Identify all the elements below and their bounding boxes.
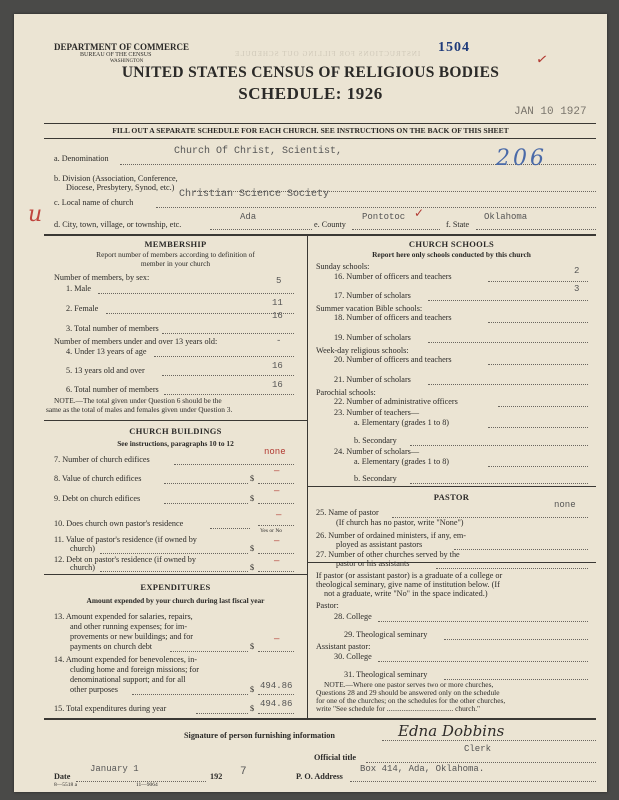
pastor-label: Pastor: xyxy=(316,601,339,610)
age-label: Number of members under and over 13 years old: xyxy=(54,337,218,346)
form-title: UNITED STATES CENSUS OF RELIGIOUS BODIES xyxy=(121,64,500,81)
membership-note: NOTE.—The total given under Question 6 should be the xyxy=(54,396,222,405)
q5-value[interactable]: 16 xyxy=(272,361,283,371)
serial-number: 1504 xyxy=(438,40,470,55)
date-label: Date xyxy=(54,772,71,781)
q25-note: (If church has no pastor, write "None") xyxy=(336,518,464,527)
q2-value[interactable]: 11 xyxy=(272,298,283,308)
q23-label: 23. Number of teachers— xyxy=(334,408,420,417)
q1-label: 1. Male xyxy=(66,284,92,293)
q8-value[interactable]: — xyxy=(274,466,280,476)
local-name-label: c. Local name of church xyxy=(54,198,134,207)
q8-label: 8. Value of church edifices xyxy=(54,474,142,483)
denomination-value[interactable]: Church Of Christ, Scientist, xyxy=(174,146,343,157)
rule xyxy=(44,234,596,236)
county-value[interactable]: Pontotoc xyxy=(362,212,406,222)
membership-intro-cont: member in your church xyxy=(140,259,211,268)
census-schedule-sheet xyxy=(14,14,607,792)
schools-subtitle: Report here only schools conducted by this church xyxy=(372,250,531,259)
q3-value[interactable]: 16 xyxy=(272,311,283,321)
signature-label: Signature of person furnishing information xyxy=(184,731,335,740)
q13-value[interactable]: — xyxy=(274,634,280,644)
q13-label-2: and other running expenses; for im- xyxy=(70,622,188,631)
state-label: f. State xyxy=(446,220,470,229)
pastor-note: NOTE.—Where one pastor serves two or more churches, xyxy=(324,680,494,689)
q17-value[interactable]: 3 xyxy=(574,284,580,294)
yes-no-hint: Yes or No xyxy=(260,528,283,534)
q19-label: 19. Number of scholars xyxy=(334,333,411,342)
q10-label: 10. Does church own pastor's residence xyxy=(54,519,184,528)
q2-label: 2. Female xyxy=(66,304,99,313)
city-label: WASHINGTON xyxy=(110,59,144,64)
q6-label: 6. Total number of members xyxy=(66,385,159,394)
buildings-title: CHURCH BUILDINGS xyxy=(129,426,222,436)
q22-label: 22. Number of administrative officers xyxy=(334,397,458,406)
q10-value[interactable]: — xyxy=(276,510,282,520)
buildings-subtitle: See instructions, paragraphs 10 to 12 xyxy=(117,439,234,448)
signature[interactable]: Edna Dobbins xyxy=(398,722,505,740)
graduate-instruction-3: not a graduate, write "No" in the space indicated.) xyxy=(324,589,488,598)
q27-label-cont: pastor or his assistants xyxy=(336,559,410,568)
graduate-instruction: If pastor (or assistant pastor) is a graduate of a college or xyxy=(316,571,503,580)
members-by-sex-label: Number of members, by sex: xyxy=(54,273,150,282)
q13-label-3: provements or new buildings; and for xyxy=(70,632,194,641)
q26-label-cont: ployed as assistant pastors xyxy=(336,540,423,549)
received-date-stamp: JAN 10 1927 xyxy=(514,106,587,118)
q12-dollar: $ xyxy=(250,563,255,572)
q4-value[interactable]: - xyxy=(276,336,282,346)
q15-value[interactable]: 494.86 xyxy=(260,699,293,709)
expenditures-subtitle: Amount expended by your church during last fiscal year xyxy=(86,596,265,605)
q11-label-cont: church) xyxy=(70,544,96,553)
bureau-label: BUREAU OF THE CENSUS xyxy=(80,52,152,58)
handwritten-code: 206 xyxy=(496,146,547,171)
summer-schools-label: Summer vacation Bible schools: xyxy=(316,304,423,313)
q18-label: 18. Number of officers and teachers xyxy=(334,313,452,322)
schools-title: CHURCH SCHOOLS xyxy=(408,239,495,249)
q24-elementary: a. Elementary (grades 1 to 8) xyxy=(354,457,450,466)
membership-intro: Report number of members according to definition of xyxy=(96,250,255,259)
rule xyxy=(44,123,596,124)
ghost-instructions-text: INSTRUCTIONS FOR FILLING OUT SCHEDULE xyxy=(234,50,421,58)
date-value[interactable]: January 1 xyxy=(90,764,139,774)
expenditures-title: EXPENDITURES xyxy=(140,582,211,592)
q14-value[interactable]: 494.86 xyxy=(260,681,293,691)
sunday-schools-label: Sunday schools: xyxy=(316,262,370,271)
q11-label: 11. Value of pastor's residence (if owned by xyxy=(54,535,197,544)
q24-secondary: b. Secondary xyxy=(354,474,397,483)
form-number: 8—5518 a xyxy=(54,782,78,788)
q26-label: 26. Number of ordained ministers, if any, em- xyxy=(316,531,466,540)
q16-label: 16. Number of officers and teachers xyxy=(334,272,452,281)
q11-dollar: $ xyxy=(250,544,255,553)
denomination-label: a. Denomination xyxy=(54,154,109,163)
weekday-schools-label: Week-day religious schools: xyxy=(316,346,409,355)
q12-label: 12. Debt on pastor's residence (if owned by xyxy=(54,555,196,564)
county-label: e. County xyxy=(314,220,346,229)
state-value[interactable]: Oklahoma xyxy=(484,212,528,222)
q14-label-2: cluding home and foreign missions; for xyxy=(70,665,199,674)
q9-dollar: $ xyxy=(250,494,255,503)
q1-value[interactable]: 5 xyxy=(276,276,282,286)
q25-value[interactable]: none xyxy=(554,500,576,510)
pastor-note-3: for one of the churches; on the schedules for the other churches, xyxy=(316,696,506,705)
address-value[interactable]: Box 414, Ada, Oklahoma. xyxy=(360,764,485,774)
division-label: b. Division (Association, Conference, xyxy=(54,174,178,183)
schedule-title: SCHEDULE: 1926 xyxy=(238,84,383,103)
pastor-note-2: Questions 28 and 29 should be answered only on the schedule xyxy=(316,688,500,697)
membership-note-cont: same as the total of males and females given under Question 3. xyxy=(46,405,233,414)
q14-label: 14. Amount expended for benevolences, in- xyxy=(54,655,198,664)
q30-label: 30. College xyxy=(334,652,372,661)
address-label: P. O. Address xyxy=(296,772,343,781)
q13-label-4: payments on church debt xyxy=(70,642,153,651)
membership-title: MEMBERSHIP xyxy=(144,239,207,249)
q13-dollar: $ xyxy=(250,642,255,651)
q7-label: 7. Number of church edifices xyxy=(54,455,150,464)
local-name-value[interactable]: Christian Science Society xyxy=(179,189,330,200)
city-value[interactable]: Ada xyxy=(240,212,257,222)
q20-label: 20. Number of officers and teachers xyxy=(334,355,452,364)
rule xyxy=(44,574,307,575)
q9-label: 9. Debt on church edifices xyxy=(54,494,141,503)
check-mark-icon: ✓ xyxy=(414,206,425,220)
print-number: 11—9064 xyxy=(136,782,158,788)
q9-value[interactable]: — xyxy=(274,486,280,496)
q4-label: 4. Under 13 years of age xyxy=(66,347,147,356)
q13-label: 13. Amount expended for salaries, repairs, xyxy=(54,612,193,621)
year-digit[interactable]: 7 xyxy=(240,766,247,778)
q17-label: 17. Number of scholars xyxy=(334,291,411,300)
q21-label: 21. Number of scholars xyxy=(334,375,411,384)
rule xyxy=(44,718,596,720)
q14-label-4: other purposes xyxy=(70,685,118,694)
q8-dollar: $ xyxy=(250,474,255,483)
year-prefix: 192 xyxy=(210,772,223,781)
official-title-value[interactable]: Clerk xyxy=(464,744,492,754)
q14-label-3: denominational support; and for all xyxy=(70,675,186,684)
q7-value[interactable]: none xyxy=(264,447,286,457)
rule xyxy=(307,486,596,487)
q29-label: 29. Theological seminary xyxy=(344,630,428,639)
instruction-line: FILL OUT A SEPARATE SCHEDULE FOR EACH CHURCH. SEE INSTRUCTIONS ON THE BACK OF THIS SHEET xyxy=(112,126,509,135)
q11-value[interactable]: — xyxy=(274,536,280,546)
q24-label: 24. Number of scholars— xyxy=(334,447,420,456)
city-label: d. City, town, village, or township, etc. xyxy=(54,220,182,229)
q25-label: 25. Name of pastor xyxy=(316,508,379,517)
q15-dollar: $ xyxy=(250,704,255,713)
q27-label: 27. Number of other churches served by the xyxy=(316,550,460,559)
graduate-instruction-2: theological seminary, give name of institution below. (If xyxy=(316,580,500,589)
q6-value[interactable]: 16 xyxy=(272,380,283,390)
check-mark-icon: ✓ xyxy=(534,52,549,69)
q12-label-cont: church) xyxy=(70,563,96,572)
rule xyxy=(44,420,307,421)
rule xyxy=(44,138,596,139)
q3-label: 3. Total number of members xyxy=(66,324,159,333)
q15-label: 15. Total expenditures during year xyxy=(54,704,167,713)
assistant-pastor-label: Assistant pastor: xyxy=(316,642,371,651)
division-label-cont: Diocese, Presbytery, Synod, etc.) xyxy=(66,183,175,192)
column-divider xyxy=(307,234,308,718)
department-label: DEPARTMENT OF COMMERCE xyxy=(54,42,190,52)
pastor-note-4: write "See schedule for .................................... church." xyxy=(316,704,481,713)
q28-label: 28. College xyxy=(334,612,372,621)
q5-label: 5. 13 years old and over xyxy=(66,366,145,375)
q14-dollar: $ xyxy=(250,685,255,694)
q31-label: 31. Theological seminary xyxy=(344,670,428,679)
q12-value[interactable]: — xyxy=(274,556,280,566)
pastor-title: PASTOR xyxy=(433,492,470,502)
parochial-schools-label: Parochial schools: xyxy=(316,388,376,397)
q16-value[interactable]: 2 xyxy=(574,266,580,276)
official-title-label: Official title xyxy=(314,753,357,762)
margin-mark: u xyxy=(28,202,43,227)
q23-elementary: a. Elementary (grades 1 to 8) xyxy=(354,418,450,427)
q23-secondary: b. Secondary xyxy=(354,436,397,445)
